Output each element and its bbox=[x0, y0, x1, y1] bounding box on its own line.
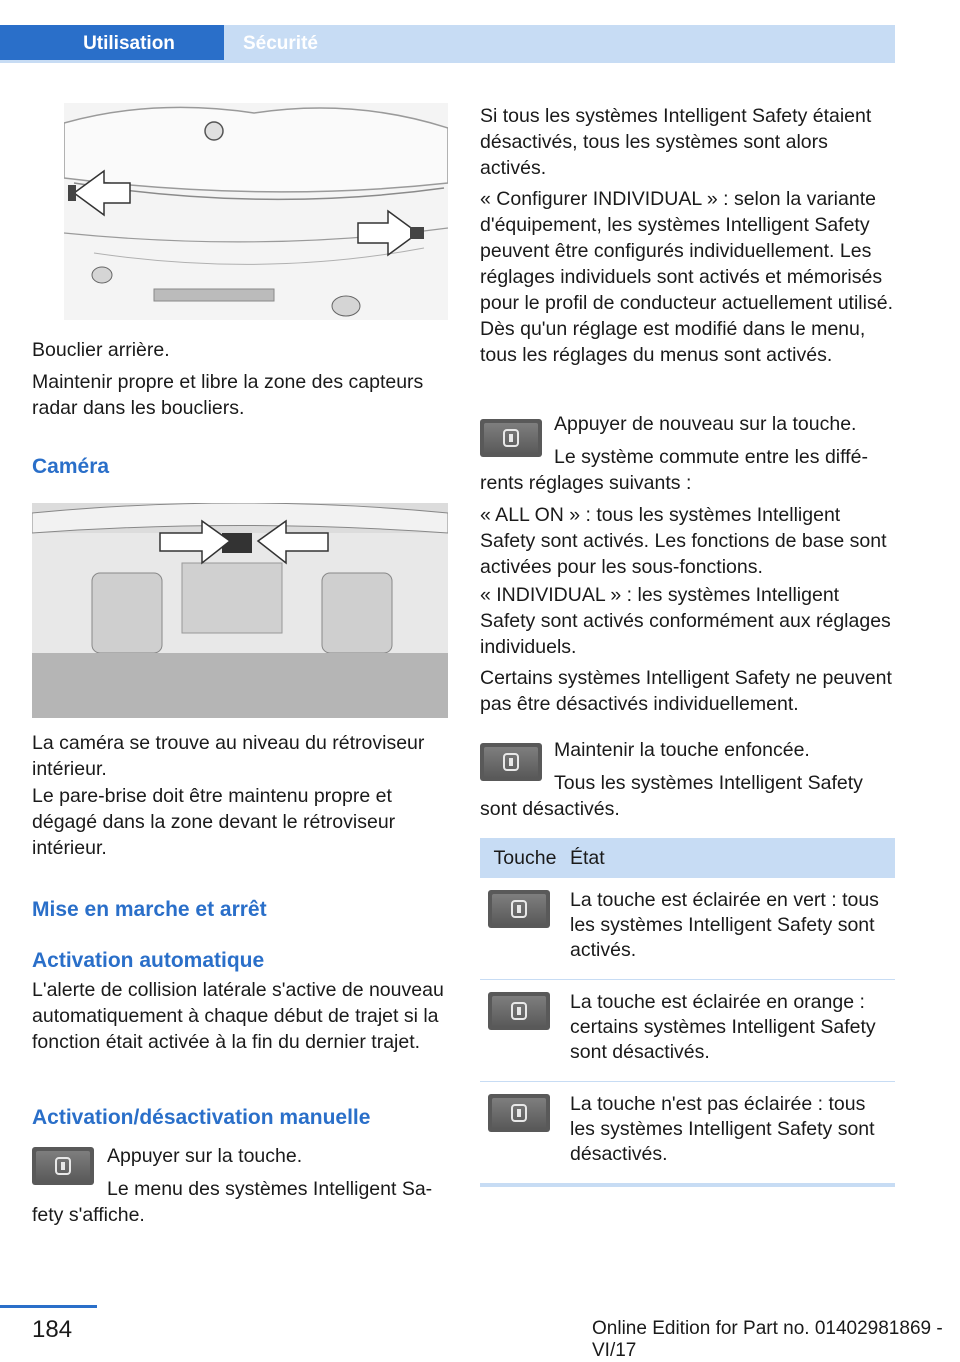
button-icon-off bbox=[488, 1094, 550, 1132]
tab-utilisation[interactable] bbox=[0, 25, 224, 62]
manual-activation-heading: Activation/désactivation manuelle bbox=[32, 1106, 371, 1129]
intelligent-safety-button-icon bbox=[32, 1147, 94, 1185]
bumper-caption: Bouclier arrière. bbox=[32, 339, 170, 361]
hold-step-2a: Tous les systèmes Intelligent Safety bbox=[554, 772, 863, 794]
table-cell-state: La touche n'est pas éclairée : tous les systèmes Intelligent Safety sont désactivés. bbox=[570, 1082, 895, 1186]
camera-heading: Caméra bbox=[32, 455, 110, 478]
tab-securite[interactable] bbox=[224, 25, 895, 62]
table-row bbox=[480, 1082, 895, 1186]
button-icon-green bbox=[488, 890, 550, 928]
right-paragraph-2: « Configurer INDIVIDUAL » : selon la variante d'équipement, les systèmes Intelligent Safety peuvent être configurés individuellement. Les réglages individuels sont activés et mémorisés pour le profil de conducteur actuellement utilisé. Dès qu'un réglage est modifié dans le menu, tous les réglages du menus sont activés. bbox=[480, 188, 893, 366]
manual-step-2a: Le menu des systèmes Intelligent Sa- bbox=[107, 1178, 433, 1200]
table-row bbox=[480, 980, 895, 1082]
table-cell-state: La touche est éclairée en vert : tous les systèmes Intelligent Safety sont activés. bbox=[570, 878, 895, 980]
camera-illustration bbox=[32, 503, 448, 718]
onoff-heading: Mise en marche et arrêt bbox=[32, 898, 267, 921]
camera-paragraph-2: Le pare-brise doit être maintenu propre et dégagé dans la zone devant le rétroviseur intérieur. bbox=[32, 785, 396, 859]
header-tabs bbox=[0, 25, 895, 62]
manual-step-1: Appuyer sur la touche. bbox=[107, 1145, 303, 1167]
tab-securite-label: Sécurité bbox=[243, 33, 318, 54]
footer-divider bbox=[0, 1305, 97, 1308]
edition-footer: Online Edition for Part no. 01402981869 - VI/17 bbox=[592, 1318, 943, 1361]
table-cell-state: La touche est éclairée en orange : certains systèmes Intelligent Safety sont désactivés. bbox=[570, 980, 895, 1082]
rear-bumper-illustration bbox=[64, 103, 448, 320]
right-paragraph-1: Si tous les systèmes Intelligent Safety étaient désactivés, tous les systèmes sont alors activés. bbox=[480, 105, 872, 179]
table-header-touche: Touche bbox=[480, 838, 570, 878]
bumper-text: Maintenir propre et libre la zone des capteurs radar dans les boucliers. bbox=[32, 371, 424, 419]
button-status-table bbox=[480, 838, 895, 1187]
table-header-etat: État bbox=[570, 838, 895, 878]
right-step-2b: rents réglages suivants : bbox=[480, 472, 692, 494]
button-icon-orange bbox=[488, 992, 550, 1030]
auto-activation-heading: Activation automatique bbox=[32, 949, 265, 972]
cannot-deactivate-paragraph: Certains systèmes Intelligent Safety ne peuvent pas être désactivés individuellement. bbox=[480, 667, 892, 715]
header-divider bbox=[0, 60, 895, 63]
individual-paragraph: « INDIVIDUAL » : les systèmes Intelligent Safety sont activés conformément aux réglages individuels. bbox=[480, 584, 891, 658]
right-step-2a: Le système commute entre les diffé- bbox=[554, 446, 868, 468]
hold-step-1: Maintenir la touche enfoncée. bbox=[554, 739, 810, 761]
tab-utilisation-label: Utilisation bbox=[83, 33, 175, 54]
intelligent-safety-button-icon-3 bbox=[480, 743, 542, 781]
camera-paragraph-1: La caméra se trouve au niveau du rétroviseur intérieur. bbox=[32, 732, 425, 780]
manual-step-2b: fety s'affiche. bbox=[32, 1204, 145, 1226]
table-row bbox=[480, 878, 895, 980]
all-on-paragraph: « ALL ON » : tous les systèmes Intelligent Safety sont activés. Les fonctions de base sont activées pour les sous-fonctions. bbox=[480, 504, 887, 578]
table-header-row bbox=[480, 838, 895, 878]
intelligent-safety-button-icon-2 bbox=[480, 419, 542, 457]
page-number: 184 bbox=[32, 1316, 73, 1343]
auto-activation-text: L'alerte de collision latérale s'active de nouveau automatiquement à chaque début de trajet si la fonction était activée à la fin du dernier trajet. bbox=[32, 979, 444, 1053]
hold-step-2b: sont désactivés. bbox=[480, 798, 620, 820]
right-step-1: Appuyer de nouveau sur la touche. bbox=[554, 413, 857, 435]
